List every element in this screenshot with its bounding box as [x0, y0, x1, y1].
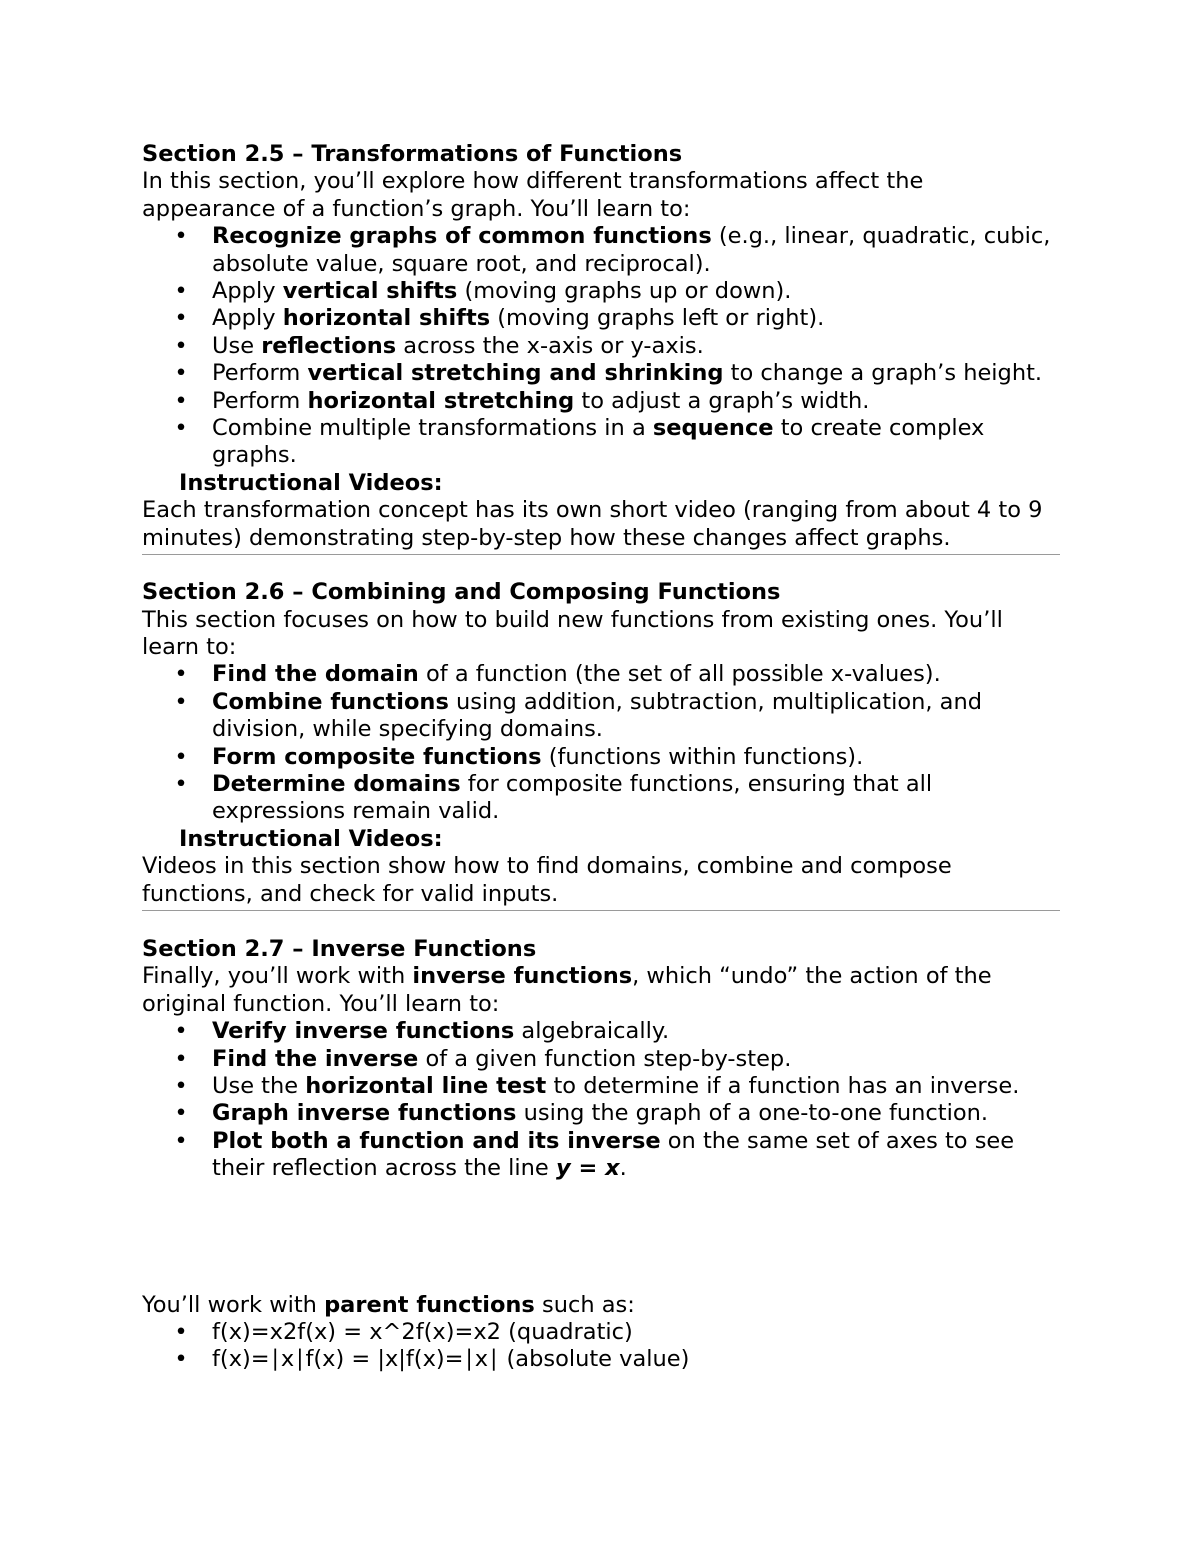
list-item: • Perform horizontal stretching to adjust a graph’s width.	[174, 387, 870, 414]
videos-description: Videos in this section show how to find domains, combine and compose functions, and check for valid inputs.	[142, 853, 952, 907]
bullet-icon: •	[174, 305, 188, 332]
list-item: • Verify inverse functions algebraically.	[174, 1018, 670, 1045]
list-item: • Combine multiple transformations in a sequence to create complex graphs.	[174, 415, 985, 469]
list-item: • f(x)=x2f(x) = x^2f(x)=x2 (quadratic)	[174, 1319, 633, 1346]
list-item: • f(x)=∣x∣f(x) = |x|f(x)=∣x∣ (absolute value)	[174, 1346, 690, 1373]
section-title: Section 2.5 – Transformations of Functions	[142, 141, 683, 167]
list-item: • Apply vertical shifts (moving graphs up or down).	[174, 278, 792, 305]
list-item: • Combine functions using addition, subtraction, multiplication, and division, while specifying domains.	[174, 688, 983, 743]
bullet-icon: •	[174, 1100, 188, 1127]
bullet-icon: •	[174, 332, 188, 359]
blank-space	[142, 1183, 1060, 1292]
bullet-icon: •	[174, 360, 188, 387]
section-intro: Finally, you’ll work with inverse functions, which “undo” the action of the original function. You’ll learn to:	[142, 963, 992, 1017]
videos-heading: Instructional Videos:	[179, 825, 443, 852]
parent-functions-list	[142, 1319, 1060, 1374]
list-item: • Graph inverse functions using the graph of a one-to-one function.	[174, 1100, 989, 1127]
list-item: • Find the inverse of a given function step-by-step.	[174, 1045, 792, 1072]
bullet-icon: •	[174, 1018, 188, 1045]
list-item: • Recognize graphs of common functions (e.g., linear, quadratic, cubic, absolute value, square root, and reciprocal).	[174, 223, 1051, 277]
list-item: • Use reflections across the x-axis or y-axis.	[174, 332, 704, 359]
bullet-icon: •	[174, 415, 188, 442]
list-item: • Plot both a function and its inverse on the same set of axes to see their reflection across the line y = x.	[174, 1127, 1015, 1182]
learning-objectives-list	[142, 661, 1060, 825]
videos-heading: Instructional Videos:	[179, 469, 443, 496]
parent-functions-intro: You’ll work with parent functions such as:	[142, 1291, 635, 1318]
section-intro: This section focuses on how to build new functions from existing ones. You’ll learn to:	[142, 606, 1003, 660]
list-item: • Form composite functions (functions within functions).	[174, 743, 864, 770]
section-2-5	[142, 141, 1060, 555]
list-item: • Use the horizontal line test to determine if a function has an inverse.	[174, 1073, 1020, 1099]
section-divider	[142, 554, 1060, 555]
section-title: Section 2.7 – Inverse Functions	[142, 935, 537, 962]
bullet-icon: •	[174, 1319, 188, 1346]
section-intro: In this section, you’ll explore how different transformations affect the appearance of a function’s graph. You’ll learn to:	[142, 168, 924, 222]
section-2-7	[142, 936, 1060, 1183]
learning-objectives-list	[142, 223, 1060, 470]
section-2-6	[142, 579, 1060, 911]
learning-objectives-list	[142, 1018, 1060, 1182]
bullet-icon: •	[174, 688, 188, 715]
math-expression: y = x	[555, 1155, 620, 1182]
bullet-icon: •	[174, 743, 188, 770]
list-item: • Perform vertical stretching and shrinking to change a graph’s height.	[174, 360, 1043, 387]
list-item: • Find the domain of a function (the set of all possible x-values).	[174, 661, 941, 688]
bullet-icon: •	[174, 387, 188, 414]
document-page	[142, 141, 1060, 1374]
bullet-icon: •	[174, 278, 188, 305]
list-item: • Apply horizontal shifts (moving graphs left or right).	[174, 305, 825, 332]
videos-description: Each transformation concept has its own short video (ranging from about 4 to 9 minutes) demonstrating step-by-step how these changes affect graphs.	[142, 497, 1043, 551]
bullet-icon: •	[174, 1127, 188, 1154]
parent-functions	[142, 1292, 1060, 1374]
bullet-icon: •	[174, 1346, 188, 1373]
section-title: Section 2.6 – Combining and Composing Functions	[142, 579, 781, 606]
section-divider	[142, 910, 1060, 911]
bullet-icon: •	[174, 223, 188, 250]
bullet-icon: •	[174, 770, 188, 797]
list-item: • Determine domains for composite functions, ensuring that all expressions remain valid.	[174, 770, 933, 825]
bullet-icon: •	[174, 661, 188, 688]
bullet-icon: •	[174, 1073, 188, 1099]
bullet-icon: •	[174, 1045, 188, 1072]
